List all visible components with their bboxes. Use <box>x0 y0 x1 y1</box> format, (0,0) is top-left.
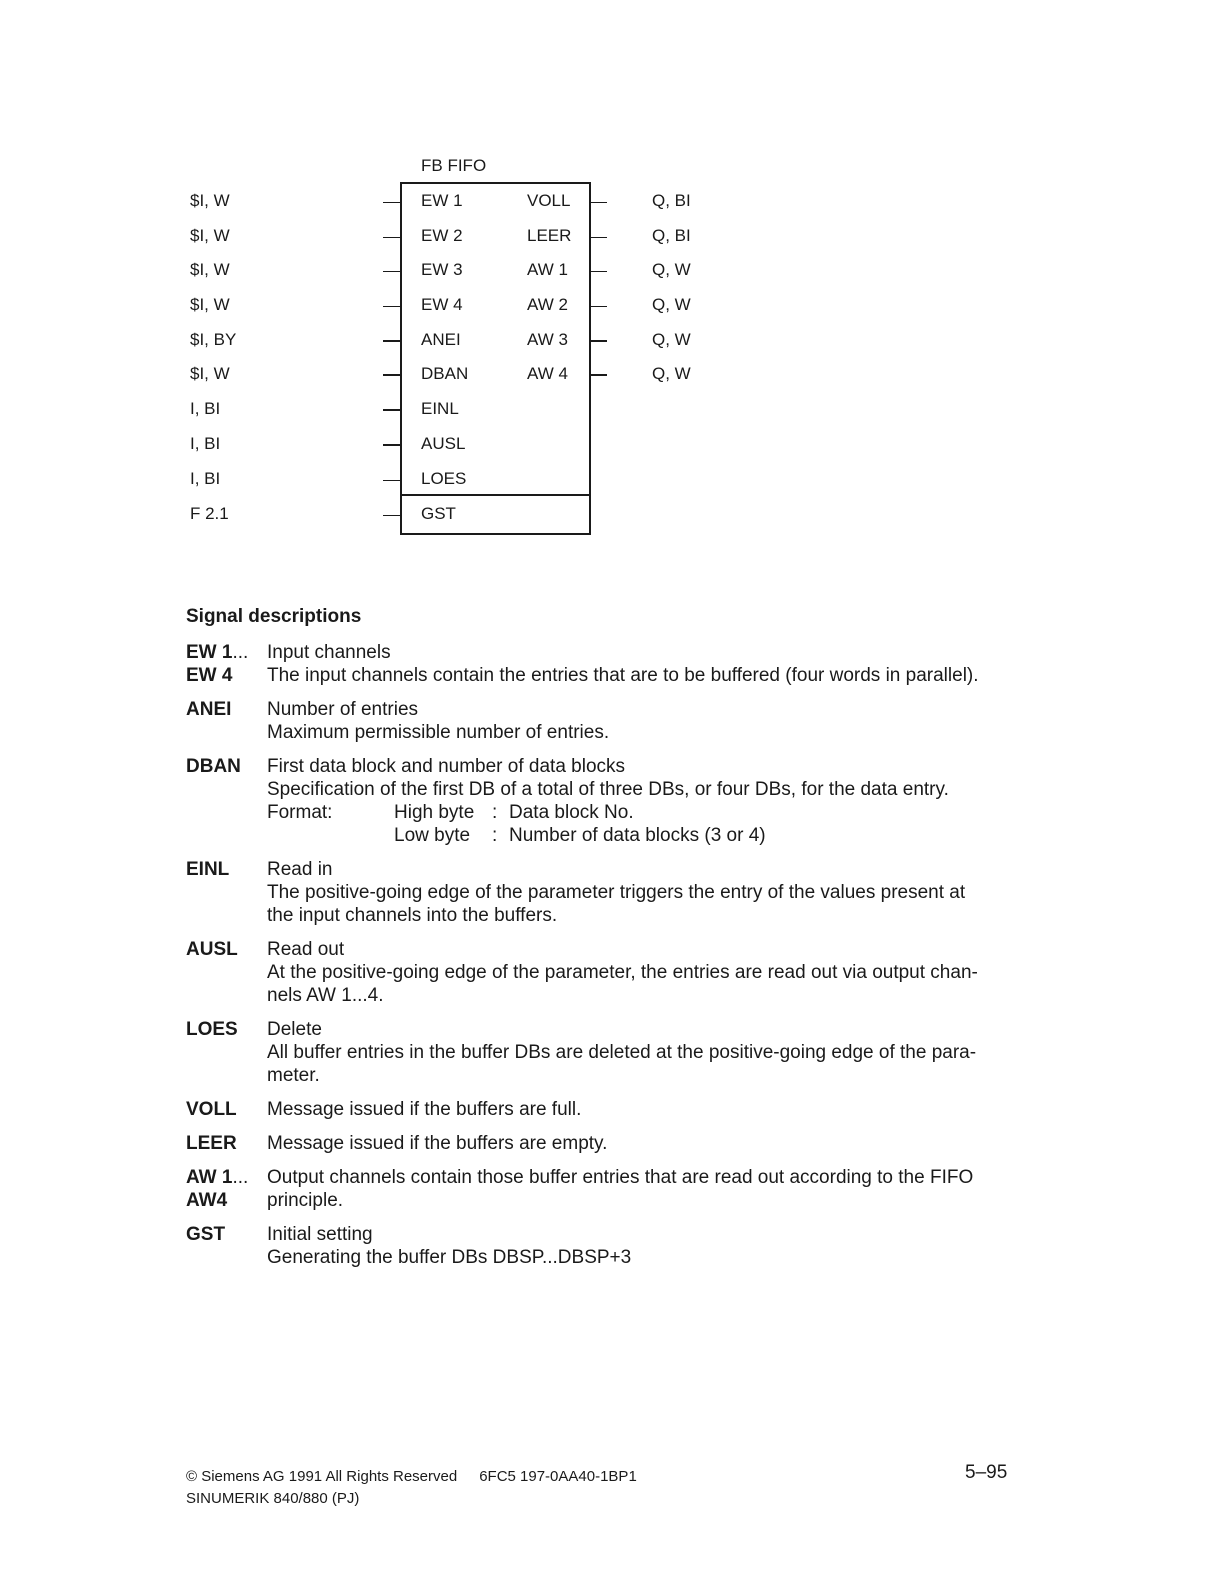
signal-name: AUSL <box>186 939 238 960</box>
output-pin-label: AW 3 <box>527 330 568 349</box>
pin-row <box>0 504 720 526</box>
output-pin-label: VOLL <box>527 191 571 210</box>
pin-row <box>0 226 720 248</box>
signal-item-leer <box>186 1132 1006 1155</box>
signal-name: LOES <box>186 1019 238 1040</box>
input-operand: $I, W <box>190 260 230 279</box>
signal-item-gst <box>186 1223 1006 1269</box>
signal-item-loes <box>186 1018 1006 1087</box>
signal-description: Message issued if the buffers are empty. <box>267 1133 608 1154</box>
function-block-divider <box>402 494 589 496</box>
output-pin-label: AW 1 <box>527 260 568 279</box>
page-footer <box>186 1466 637 1510</box>
signal-descriptions-heading: Signal descriptions <box>186 606 362 627</box>
output-operand: Q, BI <box>652 191 691 210</box>
signal-item-ew <box>186 641 1006 687</box>
input-pin-label: EW 1 <box>421 191 463 210</box>
output-operand: Q, W <box>652 295 691 314</box>
input-operand: I, BI <box>190 434 221 453</box>
page-number: 5–95 <box>965 1462 1008 1483</box>
signal-description: Output channels contain those buffer entries that are read out according to the FIFO principle. <box>267 1167 974 1211</box>
input-operand: F 2.1 <box>190 504 229 523</box>
pin-row <box>0 399 720 421</box>
output-operand: Q, W <box>652 330 691 349</box>
pin-row <box>0 469 720 491</box>
input-pin-label: EW 4 <box>421 295 463 314</box>
signal-item-einl <box>186 858 1006 927</box>
signal-item-dban <box>186 755 1006 847</box>
signal-description-block <box>267 755 1006 847</box>
output-operand: Q, W <box>652 260 691 279</box>
format-rows <box>394 801 766 847</box>
input-pin-label: DBAN <box>421 364 469 383</box>
input-connector <box>383 306 400 307</box>
signal-description-list <box>186 641 1006 1280</box>
signal-description: Initial setting Generating the buffer DBs DBSP...DBSP+3 <box>267 1224 632 1268</box>
product-name: SINUMERIK 840/880 (PJ) <box>186 1490 360 1507</box>
input-operand: $I, BY <box>190 330 237 349</box>
input-operand: I, BI <box>190 469 221 488</box>
signal-description: Delete All buffer entries in the buffer DBs are deleted at the positive-going edge of the para- meter. <box>267 1019 977 1086</box>
signal-description: Read in The positive-going edge of the parameter triggers the entry of the values present at the input channels into the buffers. <box>267 859 966 926</box>
pin-row <box>0 191 720 213</box>
signal-description: Message issued if the buffers are full. <box>267 1099 582 1120</box>
input-pin-label: AUSL <box>421 434 466 453</box>
input-operand: $I, W <box>190 226 230 245</box>
input-connector <box>383 444 400 446</box>
copyright-notice: © Siemens AG 1991 All Rights Reserved <box>186 1468 458 1485</box>
input-operand: $I, W <box>190 191 230 210</box>
signal-name: DBAN <box>186 756 241 777</box>
input-pin-label: GST <box>421 504 456 523</box>
signal-description: Input channels The input channels contain the entries that are to be buffered (four words in parallel). <box>267 642 979 686</box>
input-operand: I, BI <box>190 399 221 418</box>
output-connector <box>590 271 607 272</box>
input-operand: $I, W <box>190 295 230 314</box>
signal-item-ausl <box>186 938 1006 1007</box>
signal-name: GST <box>186 1224 226 1245</box>
signal-description: Number of entries Maximum permissible number of entries. <box>267 699 610 743</box>
input-pin-label: EW 2 <box>421 226 463 245</box>
pin-row <box>0 260 720 282</box>
signal-name: VOLL <box>186 1099 237 1120</box>
output-connector <box>590 340 607 342</box>
input-connector <box>383 480 400 481</box>
input-connector <box>383 340 400 342</box>
pin-row <box>0 434 720 456</box>
input-connector <box>383 271 400 272</box>
input-operand: $I, W <box>190 364 230 383</box>
output-pin-label: LEER <box>527 226 572 245</box>
output-pin-label: AW 2 <box>527 295 568 314</box>
order-number: 6FC5 197-0AA40-1BP1 <box>479 1468 637 1485</box>
signal-name: ANEI <box>186 699 232 720</box>
signal-item-voll <box>186 1098 1006 1121</box>
input-pin-label: LOES <box>421 469 467 488</box>
format-row-high-byte: High byte : Data block No. <box>394 802 634 823</box>
signal-description: Read out At the positive-going edge of the parameter, the entries are read out via output chan- nels AW 1...4. <box>267 939 978 1006</box>
input-connector <box>383 409 400 411</box>
signal-name: LEER <box>186 1133 237 1154</box>
input-pin-label: EW 3 <box>421 260 463 279</box>
output-connector <box>590 202 607 203</box>
format-row-low-byte: Low byte : Number of data blocks (3 or 4) <box>394 825 766 846</box>
pin-row <box>0 295 720 317</box>
pin-row <box>0 364 720 386</box>
function-block-title: FB FIFO <box>421 156 487 175</box>
input-pin-label: ANEI <box>421 330 461 349</box>
input-connector <box>383 202 400 203</box>
output-connector <box>590 237 607 238</box>
output-operand: Q, W <box>652 364 691 383</box>
signal-description: First data block and number of data blocks Specification of the first DB of a total of three DBs, or four DBs, for the data entry. <box>267 756 949 800</box>
dban-format <box>267 801 1006 847</box>
output-pin-label: AW 4 <box>527 364 568 383</box>
format-label: Format: <box>267 802 333 823</box>
signal-name: AW 1... AW4 <box>186 1167 249 1211</box>
input-connector <box>383 237 400 238</box>
signal-name: EINL <box>186 859 230 880</box>
input-pin-label: EINL <box>421 399 459 418</box>
signal-item-aw <box>186 1166 1006 1212</box>
pin-row <box>0 330 720 352</box>
input-connector <box>383 374 400 376</box>
signal-name: EW 1... EW 4 <box>186 642 249 686</box>
output-operand: Q, BI <box>652 226 691 245</box>
output-connector <box>590 374 607 376</box>
input-connector <box>383 515 400 516</box>
output-connector <box>590 306 607 307</box>
signal-item-anei <box>186 698 1006 744</box>
